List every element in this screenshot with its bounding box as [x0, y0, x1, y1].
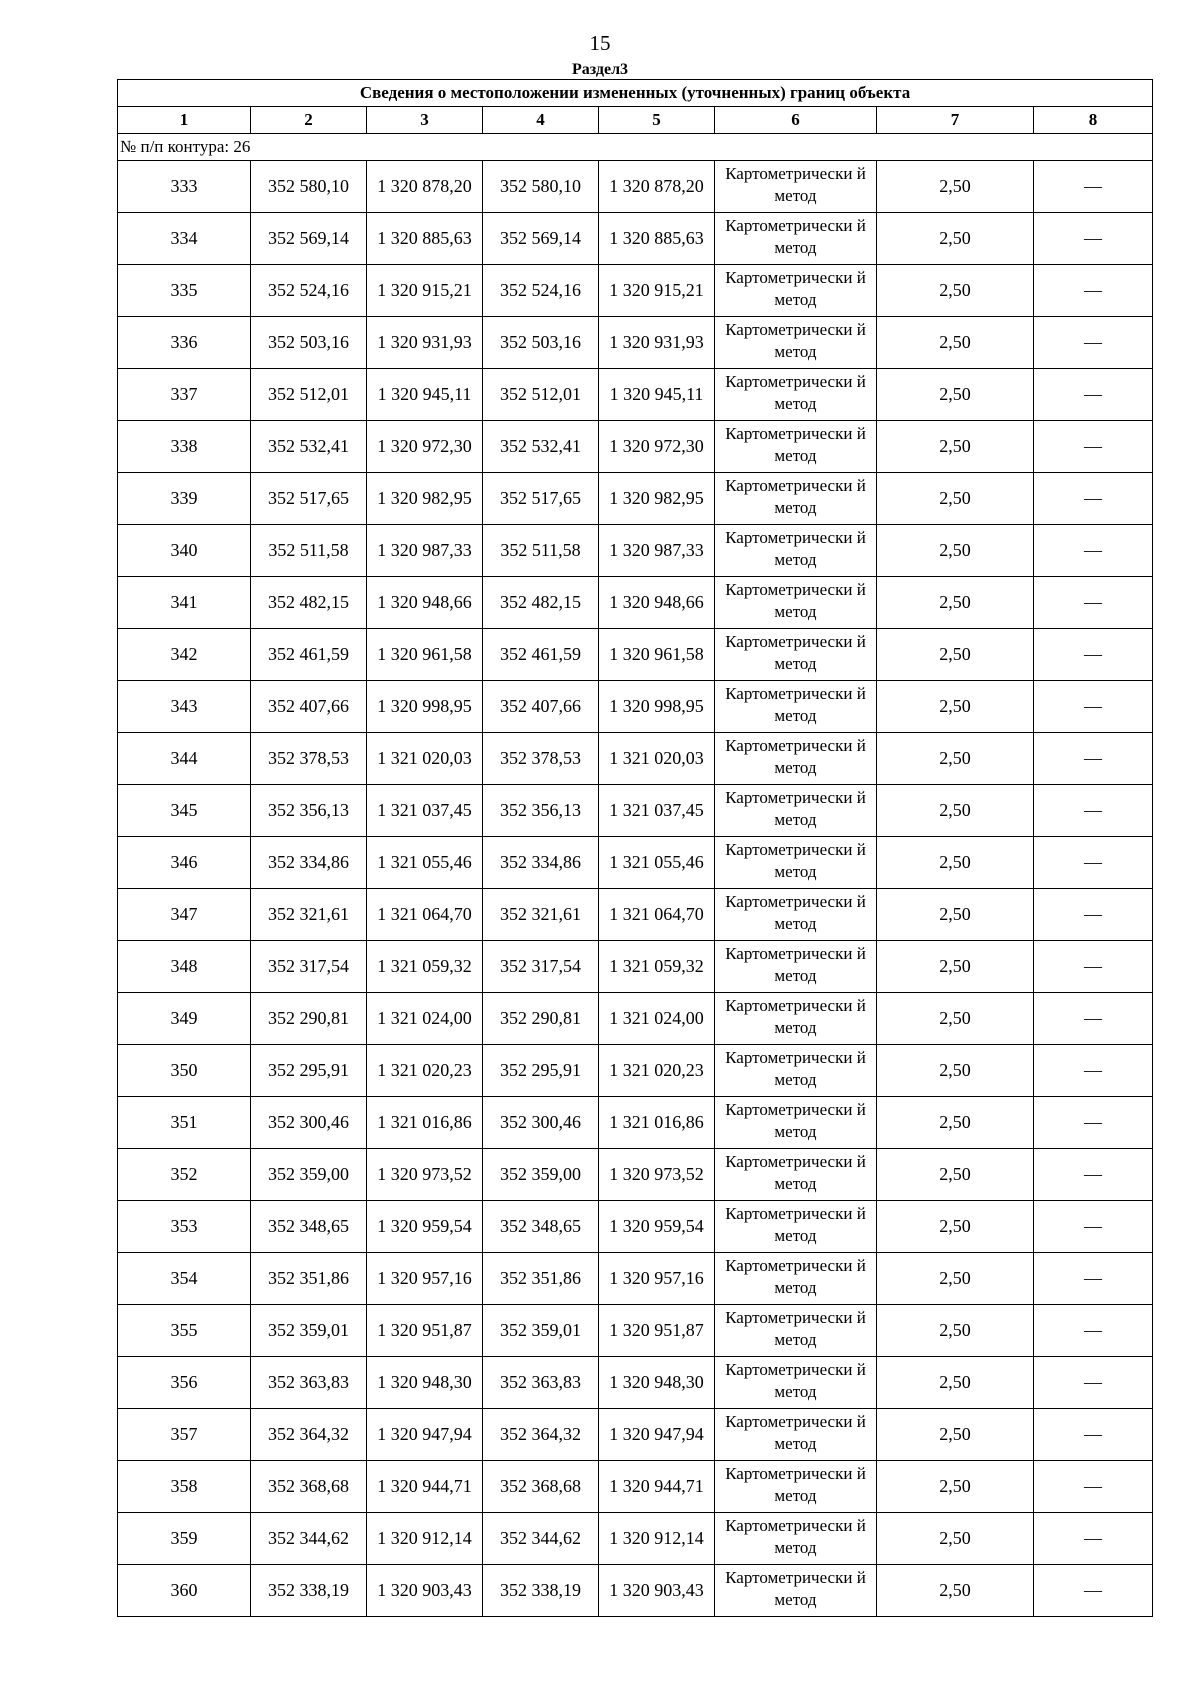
y-new-cell: 1 320 903,43 — [599, 1565, 715, 1617]
y-existing-cell: 1 320 951,87 — [367, 1305, 483, 1357]
description-cell: — — [1034, 837, 1153, 889]
precision-cell: 2,50 — [877, 421, 1034, 473]
point-number-cell: 349 — [118, 993, 251, 1045]
method-cell: Картометрически й метод — [715, 1409, 877, 1461]
method-cell: Картометрически й метод — [715, 1045, 877, 1097]
x-new-cell: 352 461,59 — [483, 629, 599, 681]
precision-cell: 2,50 — [877, 1357, 1034, 1409]
precision-cell: 2,50 — [877, 265, 1034, 317]
x-existing-cell: 352 407,66 — [251, 681, 367, 733]
point-number-cell: 354 — [118, 1253, 251, 1305]
description-cell: — — [1034, 1461, 1153, 1513]
y-new-cell: 1 320 912,14 — [599, 1513, 715, 1565]
x-existing-cell: 352 359,00 — [251, 1149, 367, 1201]
table-row — [118, 785, 1153, 837]
contour-label: № п/п контура: 26 — [118, 134, 1153, 161]
table-row — [118, 1409, 1153, 1461]
point-number-cell: 333 — [118, 161, 251, 213]
column-header: 8 — [1034, 107, 1153, 134]
column-header: 4 — [483, 107, 599, 134]
description-cell: — — [1034, 1201, 1153, 1253]
method-cell: Картометрически й метод — [715, 837, 877, 889]
table-row — [118, 1149, 1153, 1201]
method-cell: Картометрически й метод — [715, 317, 877, 369]
y-new-cell: 1 320 972,30 — [599, 421, 715, 473]
x-existing-cell: 352 317,54 — [251, 941, 367, 993]
point-number-cell: 356 — [118, 1357, 251, 1409]
y-new-cell: 1 320 945,11 — [599, 369, 715, 421]
method-cell: Картометрически й метод — [715, 369, 877, 421]
point-number-cell: 344 — [118, 733, 251, 785]
x-existing-cell: 352 580,10 — [251, 161, 367, 213]
description-cell: — — [1034, 421, 1153, 473]
method-cell: Картометрически й метод — [715, 525, 877, 577]
x-existing-cell: 352 482,15 — [251, 577, 367, 629]
description-cell: — — [1034, 1565, 1153, 1617]
method-cell: Картометрически й метод — [715, 421, 877, 473]
description-cell: — — [1034, 629, 1153, 681]
x-new-cell: 352 363,83 — [483, 1357, 599, 1409]
x-new-cell: 352 359,00 — [483, 1149, 599, 1201]
y-existing-cell: 1 320 972,30 — [367, 421, 483, 473]
y-existing-cell: 1 321 020,03 — [367, 733, 483, 785]
point-number-cell: 355 — [118, 1305, 251, 1357]
point-number-cell: 343 — [118, 681, 251, 733]
y-existing-cell: 1 320 957,16 — [367, 1253, 483, 1305]
precision-cell: 2,50 — [877, 1513, 1034, 1565]
column-header: 2 — [251, 107, 367, 134]
table-row — [118, 733, 1153, 785]
precision-cell: 2,50 — [877, 213, 1034, 265]
y-existing-cell: 1 320 912,14 — [367, 1513, 483, 1565]
x-existing-cell: 352 503,16 — [251, 317, 367, 369]
x-new-cell: 352 351,86 — [483, 1253, 599, 1305]
description-cell: — — [1034, 733, 1153, 785]
point-number-cell: 359 — [118, 1513, 251, 1565]
y-new-cell: 1 320 959,54 — [599, 1201, 715, 1253]
precision-cell: 2,50 — [877, 629, 1034, 681]
point-number-cell: 353 — [118, 1201, 251, 1253]
table-row — [118, 1045, 1153, 1097]
x-new-cell: 352 517,65 — [483, 473, 599, 525]
x-new-cell: 352 569,14 — [483, 213, 599, 265]
precision-cell: 2,50 — [877, 1149, 1034, 1201]
x-existing-cell: 352 356,13 — [251, 785, 367, 837]
x-existing-cell: 352 321,61 — [251, 889, 367, 941]
precision-cell: 2,50 — [877, 1565, 1034, 1617]
table-row — [118, 421, 1153, 473]
y-existing-cell: 1 321 037,45 — [367, 785, 483, 837]
precision-cell: 2,50 — [877, 1461, 1034, 1513]
point-number-cell: 340 — [118, 525, 251, 577]
table-row — [118, 1461, 1153, 1513]
x-existing-cell: 352 359,01 — [251, 1305, 367, 1357]
table-row — [118, 837, 1153, 889]
x-new-cell: 352 407,66 — [483, 681, 599, 733]
y-existing-cell: 1 320 885,63 — [367, 213, 483, 265]
y-new-cell: 1 320 947,94 — [599, 1409, 715, 1461]
x-existing-cell: 352 348,65 — [251, 1201, 367, 1253]
point-number-cell: 358 — [118, 1461, 251, 1513]
precision-cell: 2,50 — [877, 1253, 1034, 1305]
y-new-cell: 1 320 885,63 — [599, 213, 715, 265]
point-number-cell: 345 — [118, 785, 251, 837]
y-new-cell: 1 321 037,45 — [599, 785, 715, 837]
table-row — [118, 1565, 1153, 1617]
description-cell: — — [1034, 889, 1153, 941]
method-cell: Картометрически й метод — [715, 1513, 877, 1565]
table-row — [118, 889, 1153, 941]
x-new-cell: 352 300,46 — [483, 1097, 599, 1149]
y-new-cell: 1 320 982,95 — [599, 473, 715, 525]
y-new-cell: 1 320 961,58 — [599, 629, 715, 681]
method-cell: Картометрически й метод — [715, 1253, 877, 1305]
method-cell: Картометрически й метод — [715, 941, 877, 993]
table-row — [118, 525, 1153, 577]
y-existing-cell: 1 321 059,32 — [367, 941, 483, 993]
method-cell: Картометрически й метод — [715, 993, 877, 1045]
x-existing-cell: 352 461,59 — [251, 629, 367, 681]
contour-row — [118, 134, 1153, 161]
precision-cell: 2,50 — [877, 1045, 1034, 1097]
y-new-cell: 1 321 020,23 — [599, 1045, 715, 1097]
x-existing-cell: 352 511,58 — [251, 525, 367, 577]
point-number-cell: 335 — [118, 265, 251, 317]
method-cell: Картометрически й метод — [715, 681, 877, 733]
method-cell: Картометрически й метод — [715, 629, 877, 681]
point-number-cell: 351 — [118, 1097, 251, 1149]
y-new-cell: 1 320 948,66 — [599, 577, 715, 629]
description-cell: — — [1034, 213, 1153, 265]
description-cell: — — [1034, 577, 1153, 629]
precision-cell: 2,50 — [877, 473, 1034, 525]
x-existing-cell: 352 338,19 — [251, 1565, 367, 1617]
description-cell: — — [1034, 473, 1153, 525]
description-cell: — — [1034, 265, 1153, 317]
table-caption-row — [118, 80, 1153, 107]
table-row — [118, 1357, 1153, 1409]
y-new-cell: 1 320 951,87 — [599, 1305, 715, 1357]
point-number-cell: 360 — [118, 1565, 251, 1617]
description-cell: — — [1034, 1149, 1153, 1201]
description-cell: — — [1034, 1305, 1153, 1357]
table-row — [118, 161, 1153, 213]
y-new-cell: 1 320 948,30 — [599, 1357, 715, 1409]
description-cell: — — [1034, 785, 1153, 837]
description-cell: — — [1034, 993, 1153, 1045]
y-new-cell: 1 321 020,03 — [599, 733, 715, 785]
column-header: 1 — [118, 107, 251, 134]
precision-cell: 2,50 — [877, 785, 1034, 837]
y-existing-cell: 1 320 915,21 — [367, 265, 483, 317]
y-existing-cell: 1 320 973,52 — [367, 1149, 483, 1201]
y-existing-cell: 1 320 878,20 — [367, 161, 483, 213]
precision-cell: 2,50 — [877, 1409, 1034, 1461]
y-new-cell: 1 320 878,20 — [599, 161, 715, 213]
y-existing-cell: 1 320 982,95 — [367, 473, 483, 525]
table-row — [118, 1201, 1153, 1253]
description-cell: — — [1034, 369, 1153, 421]
x-existing-cell: 352 290,81 — [251, 993, 367, 1045]
table-row — [118, 1097, 1153, 1149]
description-cell: — — [1034, 941, 1153, 993]
method-cell: Картометрически й метод — [715, 1201, 877, 1253]
y-existing-cell: 1 321 024,00 — [367, 993, 483, 1045]
method-cell: Картометрически й метод — [715, 1305, 877, 1357]
x-new-cell: 352 482,15 — [483, 577, 599, 629]
section-title: Раздел3 — [571, 61, 629, 78]
description-cell: — — [1034, 1409, 1153, 1461]
x-new-cell: 352 511,58 — [483, 525, 599, 577]
x-new-cell: 352 580,10 — [483, 161, 599, 213]
method-cell: Картометрически й метод — [715, 473, 877, 525]
x-new-cell: 352 532,41 — [483, 421, 599, 473]
table-row — [118, 1253, 1153, 1305]
y-existing-cell: 1 321 064,70 — [367, 889, 483, 941]
y-existing-cell: 1 321 016,86 — [367, 1097, 483, 1149]
x-existing-cell: 352 363,83 — [251, 1357, 367, 1409]
precision-cell: 2,50 — [877, 889, 1034, 941]
y-existing-cell: 1 320 945,11 — [367, 369, 483, 421]
description-cell: — — [1034, 1097, 1153, 1149]
point-number-cell: 334 — [118, 213, 251, 265]
table-row — [118, 213, 1153, 265]
table-row — [118, 265, 1153, 317]
point-number-cell: 337 — [118, 369, 251, 421]
precision-cell: 2,50 — [877, 1201, 1034, 1253]
method-cell: Картометрически й метод — [715, 1149, 877, 1201]
column-header: 3 — [367, 107, 483, 134]
method-cell: Картометрически й метод — [715, 161, 877, 213]
x-new-cell: 352 338,19 — [483, 1565, 599, 1617]
precision-cell: 2,50 — [877, 525, 1034, 577]
x-new-cell: 352 321,61 — [483, 889, 599, 941]
table-row — [118, 369, 1153, 421]
table-row — [118, 577, 1153, 629]
method-cell: Картометрически й метод — [715, 733, 877, 785]
y-new-cell: 1 320 973,52 — [599, 1149, 715, 1201]
description-cell: — — [1034, 1045, 1153, 1097]
x-new-cell: 352 295,91 — [483, 1045, 599, 1097]
method-cell: Картометрически й метод — [715, 889, 877, 941]
x-existing-cell: 352 532,41 — [251, 421, 367, 473]
table-row — [118, 993, 1153, 1045]
table-row — [118, 1305, 1153, 1357]
y-existing-cell: 1 320 948,66 — [367, 577, 483, 629]
y-new-cell: 1 320 957,16 — [599, 1253, 715, 1305]
description-cell: — — [1034, 681, 1153, 733]
point-number-cell: 350 — [118, 1045, 251, 1097]
x-existing-cell: 352 344,62 — [251, 1513, 367, 1565]
description-cell: — — [1034, 525, 1153, 577]
y-new-cell: 1 320 987,33 — [599, 525, 715, 577]
y-new-cell: 1 321 055,46 — [599, 837, 715, 889]
y-existing-cell: 1 320 998,95 — [367, 681, 483, 733]
x-existing-cell: 352 517,65 — [251, 473, 367, 525]
table-row — [118, 941, 1153, 993]
description-cell: — — [1034, 1513, 1153, 1565]
y-existing-cell: 1 320 947,94 — [367, 1409, 483, 1461]
precision-cell: 2,50 — [877, 1305, 1034, 1357]
point-number-cell: 352 — [118, 1149, 251, 1201]
x-existing-cell: 352 300,46 — [251, 1097, 367, 1149]
x-new-cell: 352 512,01 — [483, 369, 599, 421]
precision-cell: 2,50 — [877, 837, 1034, 889]
point-number-cell: 347 — [118, 889, 251, 941]
y-existing-cell: 1 320 987,33 — [367, 525, 483, 577]
precision-cell: 2,50 — [877, 161, 1034, 213]
y-existing-cell: 1 321 020,23 — [367, 1045, 483, 1097]
table-row — [118, 1513, 1153, 1565]
x-new-cell: 352 317,54 — [483, 941, 599, 993]
description-cell: — — [1034, 1253, 1153, 1305]
point-number-cell: 348 — [118, 941, 251, 993]
precision-cell: 2,50 — [877, 941, 1034, 993]
table-row — [118, 681, 1153, 733]
x-existing-cell: 352 364,32 — [251, 1409, 367, 1461]
x-new-cell: 352 356,13 — [483, 785, 599, 837]
point-number-cell: 346 — [118, 837, 251, 889]
x-new-cell: 352 290,81 — [483, 993, 599, 1045]
method-cell: Картометрически й метод — [715, 265, 877, 317]
precision-cell: 2,50 — [877, 317, 1034, 369]
y-existing-cell: 1 321 055,46 — [367, 837, 483, 889]
x-new-cell: 352 344,62 — [483, 1513, 599, 1565]
method-cell: Картометрически й метод — [715, 1357, 877, 1409]
point-number-cell: 339 — [118, 473, 251, 525]
y-new-cell: 1 321 064,70 — [599, 889, 715, 941]
x-new-cell: 352 348,65 — [483, 1201, 599, 1253]
column-header: 6 — [715, 107, 877, 134]
x-new-cell: 352 524,16 — [483, 265, 599, 317]
y-new-cell: 1 320 944,71 — [599, 1461, 715, 1513]
x-existing-cell: 352 512,01 — [251, 369, 367, 421]
point-number-cell: 336 — [118, 317, 251, 369]
x-new-cell: 352 368,68 — [483, 1461, 599, 1513]
point-number-cell: 338 — [118, 421, 251, 473]
column-header: 5 — [599, 107, 715, 134]
method-cell: Картометрически й метод — [715, 213, 877, 265]
point-number-cell: 357 — [118, 1409, 251, 1461]
precision-cell: 2,50 — [877, 1097, 1034, 1149]
point-number-cell: 341 — [118, 577, 251, 629]
y-existing-cell: 1 320 944,71 — [367, 1461, 483, 1513]
x-existing-cell: 352 351,86 — [251, 1253, 367, 1305]
x-new-cell: 352 359,01 — [483, 1305, 599, 1357]
y-existing-cell: 1 320 903,43 — [367, 1565, 483, 1617]
precision-cell: 2,50 — [877, 681, 1034, 733]
table-row — [118, 629, 1153, 681]
method-cell: Картометрически й метод — [715, 1461, 877, 1513]
precision-cell: 2,50 — [877, 369, 1034, 421]
column-header: 7 — [877, 107, 1034, 134]
method-cell: Картометрически й метод — [715, 1565, 877, 1617]
x-existing-cell: 352 378,53 — [251, 733, 367, 785]
y-existing-cell: 1 320 959,54 — [367, 1201, 483, 1253]
column-header-row — [118, 107, 1153, 134]
table-row — [118, 473, 1153, 525]
precision-cell: 2,50 — [877, 993, 1034, 1045]
x-existing-cell: 352 569,14 — [251, 213, 367, 265]
y-new-cell: 1 321 024,00 — [599, 993, 715, 1045]
point-number-cell: 342 — [118, 629, 251, 681]
method-cell: Картометрически й метод — [715, 577, 877, 629]
y-existing-cell: 1 320 961,58 — [367, 629, 483, 681]
table-caption: Сведения о местоположении измененных (уточненных) границ объекта — [118, 80, 1153, 107]
x-new-cell: 352 378,53 — [483, 733, 599, 785]
x-existing-cell: 352 295,91 — [251, 1045, 367, 1097]
page-number: 15 — [589, 31, 611, 55]
description-cell: — — [1034, 161, 1153, 213]
table-row — [118, 317, 1153, 369]
x-existing-cell: 352 524,16 — [251, 265, 367, 317]
x-new-cell: 352 334,86 — [483, 837, 599, 889]
boundary-coordinates-table — [117, 79, 1153, 1617]
precision-cell: 2,50 — [877, 733, 1034, 785]
method-cell: Картометрически й метод — [715, 785, 877, 837]
y-existing-cell: 1 320 948,30 — [367, 1357, 483, 1409]
y-new-cell: 1 321 059,32 — [599, 941, 715, 993]
y-existing-cell: 1 320 931,93 — [367, 317, 483, 369]
y-new-cell: 1 320 931,93 — [599, 317, 715, 369]
y-new-cell: 1 320 915,21 — [599, 265, 715, 317]
x-new-cell: 352 364,32 — [483, 1409, 599, 1461]
y-new-cell: 1 320 998,95 — [599, 681, 715, 733]
method-cell: Картометрически й метод — [715, 1097, 877, 1149]
x-existing-cell: 352 368,68 — [251, 1461, 367, 1513]
precision-cell: 2,50 — [877, 577, 1034, 629]
description-cell: — — [1034, 317, 1153, 369]
y-new-cell: 1 321 016,86 — [599, 1097, 715, 1149]
x-new-cell: 352 503,16 — [483, 317, 599, 369]
x-existing-cell: 352 334,86 — [251, 837, 367, 889]
description-cell: — — [1034, 1357, 1153, 1409]
